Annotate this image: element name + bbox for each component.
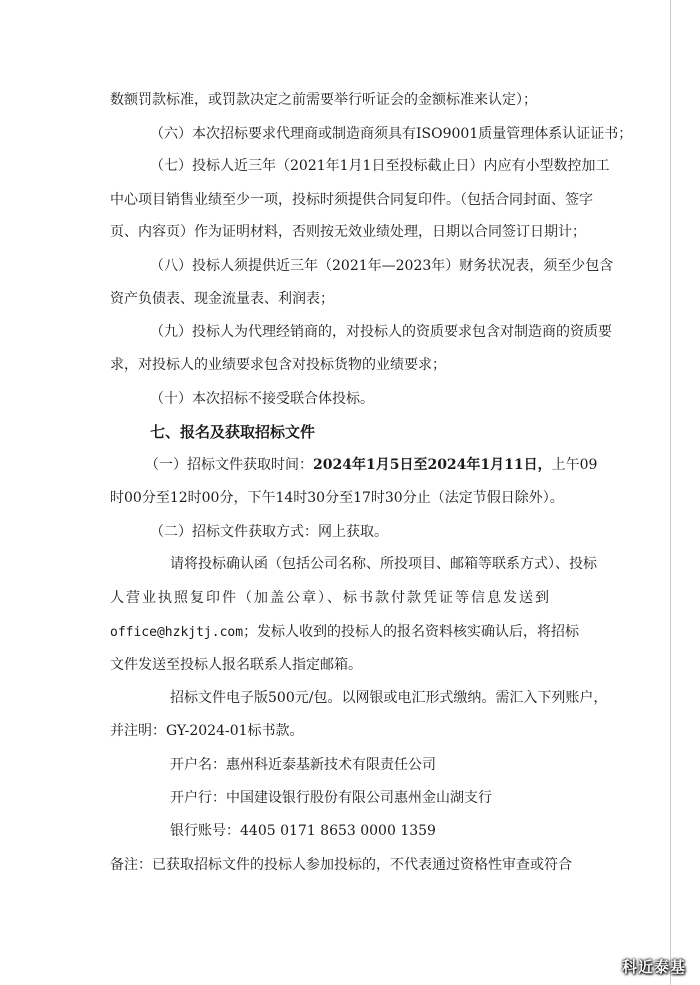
text-line: 页、内容页）作为证明材料，否则按无效业绩处理，日期以合同签订日期计；: [110, 224, 586, 240]
bold-date-range: 2024年1月5日至2024年1月11日，: [313, 457, 552, 473]
text-line: 招标文件电子版500元/包。以网银或电汇形式缴纳。需汇入下列账户，: [170, 690, 608, 706]
text-line: 开户名：惠州科近泰基新技术有限责任公司: [170, 757, 436, 773]
section-heading: 七、报名及获取招标文件: [150, 423, 316, 441]
text-line: 请将投标确认函（包括公司名称、所投项目、邮箱等联系方式）、投标: [170, 556, 597, 572]
text-line: 并注明：GY-2024-01标书款。: [110, 723, 304, 739]
text-line: 数额罚款标准，或罚款决定之前需要举行听证会的金额标准来认定）；: [110, 92, 537, 108]
text-line: 开户行：中国建设银行股份有限公司惠州金山湖支行: [170, 790, 492, 806]
text-line: （八）投标人须提供近三年（2021年—2023年）财务状况表，须至少包含: [150, 258, 614, 274]
text-line: [110, 622, 700, 643]
text-span: （一）招标文件获取时间：: [145, 457, 313, 473]
text-line: 资产负债表、现金流量表、利润表；: [110, 291, 334, 307]
text-line: 文件发送至投标人报名联系人指定邮箱。: [110, 657, 362, 673]
text-line: 求，对投标人的业绩要求包含对投标货物的业绩要求；: [110, 357, 446, 373]
text-line: 银行账号：4405 0171 8653 0000 1359: [170, 823, 436, 839]
text-line: （六）本次招标要求代理商或制造商须具有ISO9001质量管理体系认证证书；: [150, 126, 633, 142]
text-line: [145, 455, 700, 475]
text-line: （十）本次招标不接受联合体投标。: [150, 391, 374, 407]
source-watermark: 科近泰基: [621, 958, 686, 976]
text-span: 上午09: [551, 457, 598, 473]
text-line: 中心项目销售业绩至少一项，投标时须提供合同复印件。（包括合同封面、签字: [110, 192, 593, 208]
email-address: office@hzkjtj.com: [110, 625, 244, 640]
text-line: 时00分至12时00分，下午14时30分至17时30分止（法定节假日除外）。: [110, 490, 564, 506]
text-line: 备注：已获取招标文件的投标人参加投标的，不代表通过资格性审查或符合: [110, 857, 572, 873]
text-line: （七）投标人近三年（2021年1月1日至投标截止日）内应有小型数控加工: [150, 158, 610, 174]
text-line: （九）投标人为代理经销商的，对投标人的资质要求包含对制造商的资质要: [150, 324, 612, 340]
text-line: （二）招标文件获取方式：网上获取。: [150, 524, 388, 540]
text-line: 人营业执照复印件（加盖公章）、标书款付款凭证等信息发送到: [110, 590, 551, 606]
text-span: ；发标人收到的投标人的报名资料核实确认后，将招标: [243, 624, 580, 640]
